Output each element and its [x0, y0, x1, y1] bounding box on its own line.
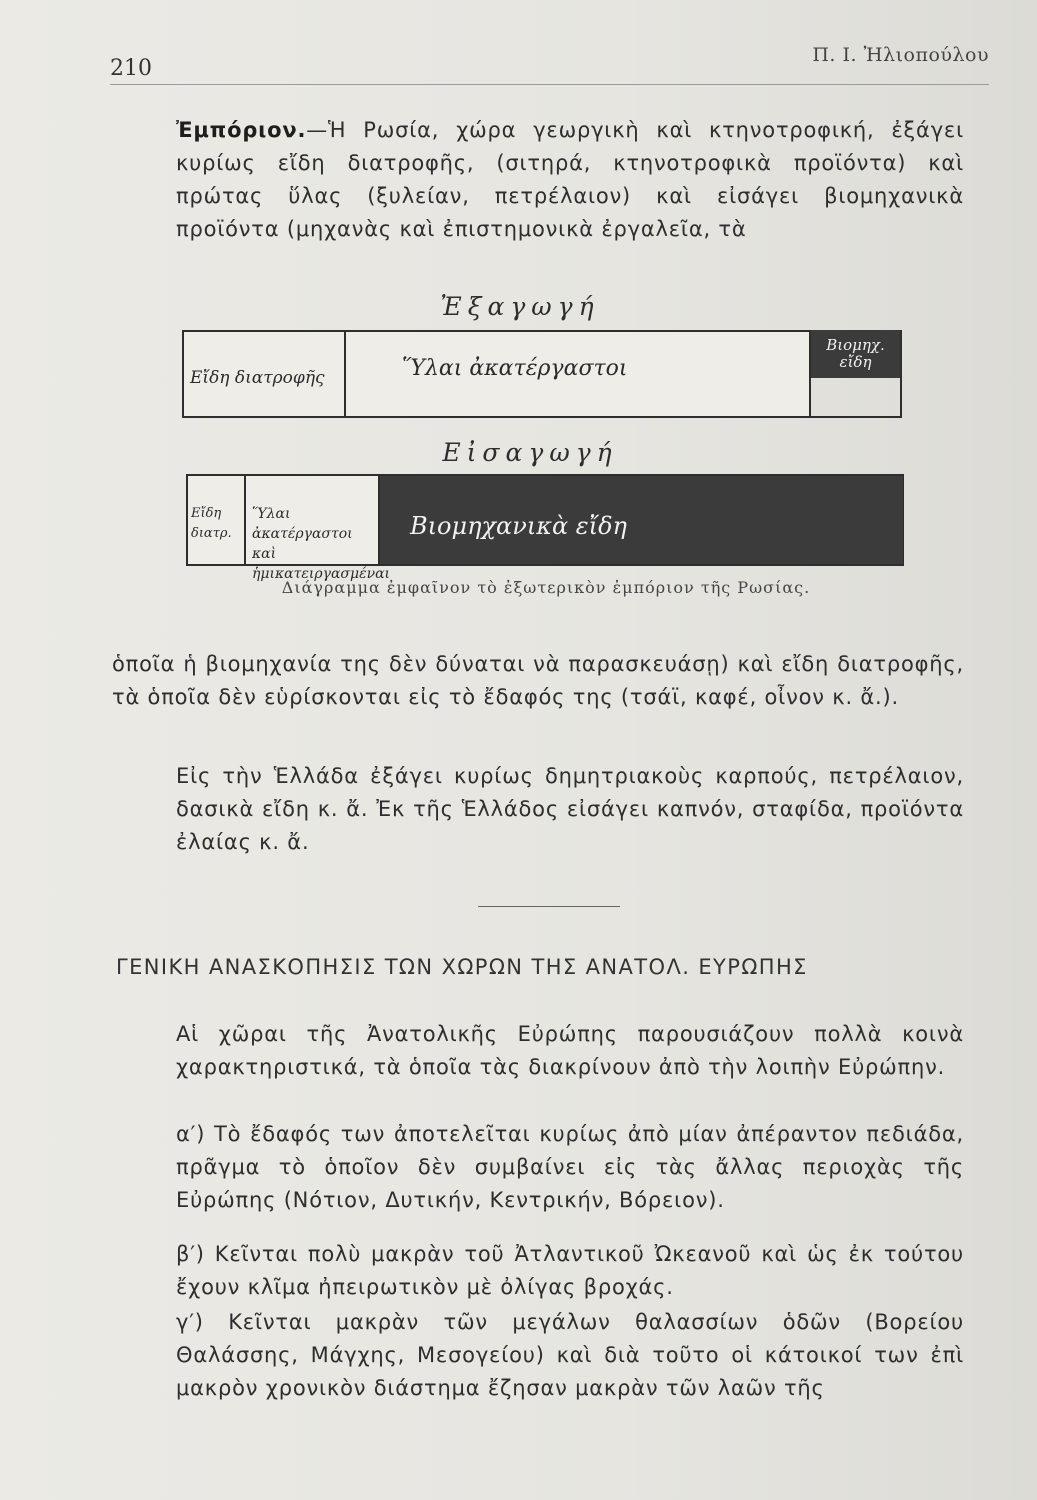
- section-divider: [478, 906, 620, 907]
- body-paragraph-1-text: ὁποῖα ἡ βιομηχανία της δὲν δύναται νὰ παρασκευάσῃ) καὶ εἴδη διατροφῆς, τὰ ὁποῖα δὲν εὑρίσκονται εἰς τὸ ἔδαφός της (τσάϊ, καφέ, οἶνον κ. ἄ.).: [112, 652, 964, 709]
- body-paragraph-1: [112, 648, 964, 714]
- import-bar: [186, 474, 904, 582]
- export-title: Ἐξαγωγή: [440, 292, 600, 321]
- export-segment-food-label: Εἴδη διατροφῆς: [190, 368, 325, 388]
- section-paragraph-4-text: γ′) Κεῖνται μακρὰν τῶν μεγάλων θαλασσίων ὁδῶν (Βορείου Θαλάσσης, Μάγχης, Μεσογείου) καὶ διὰ τοῦτο οἱ κάτοικοί των ἐπὶ μακρὸν χρονικὸν διάστημα ἔζησαν μακρὰν τῶν λαῶν τῆς: [176, 1310, 964, 1400]
- import-segment-food-label-1: Εἴδη: [191, 506, 222, 521]
- import-segment-food-label-2: διατρ.: [191, 526, 232, 541]
- import-segment-raw-semi-label-2: καὶ ἡμικατειργασμέναι: [252, 546, 391, 582]
- import-segment-food: [188, 476, 246, 564]
- intro-text: —Ἡ Ρωσία, χώρα γεωργικὴ καὶ κτηνοτροφική, ἐξάγει κυρίως εἴδη διατροφῆς, (σιτηρά, κτηνοτροφικὰ προϊόντα) καὶ πρώτας ὕλας (ξυλείαν, πετρέλαιον) καὶ εἰσάγει βιομηχανικὰ προϊόντα (μηχανὰς καὶ ἐπιστημονικὰ ἐργαλεῖα, τὰ: [176, 118, 964, 241]
- lead-word: Ἐμπόριον.: [176, 118, 307, 142]
- export-segment-raw-materials: [346, 332, 811, 416]
- running-head: Π. Ι. Ἠλιοπούλου: [812, 44, 989, 66]
- body-paragraph-2: [112, 760, 964, 859]
- import-segment-raw-semi: [246, 476, 391, 582]
- import-segment-industrial: [380, 476, 903, 564]
- import-segment-industrial-label: Βιομηχανικὰ εἴδη: [410, 512, 627, 540]
- header-rule: [110, 84, 989, 85]
- export-bar: [182, 330, 902, 418]
- import-title: Εἰσαγωγή: [442, 438, 618, 467]
- section-paragraph-2: [112, 1118, 964, 1217]
- diagram-caption: Διάγραμμα ἐμφαῖνον τὸ ἐξωτερικὸν ἐμπόριον τῆς Ρωσίας.: [281, 578, 811, 597]
- export-segment-industrial-label-1: Βιομηχ.: [826, 336, 885, 354]
- section-paragraph-1-text: Αἱ χῶραι τῆς Ἀνατολικῆς Εὐρώπης παρουσιάζουν πολλὰ κοινὰ χαρακτηριστικά, τὰ ὁποῖα τὰς διακρίνουν ἀπὸ τὴν λοιπὴν Εὐρώπην.: [176, 1022, 964, 1079]
- export-segment-raw-materials-label: Ὕλαι ἀκατέργαστοι: [402, 356, 628, 381]
- section-paragraph-3: [112, 1238, 964, 1304]
- import-segment-raw-semi-label-1: Ὕλαι ἀκατέργαστοι: [252, 506, 353, 542]
- section-paragraph-2-text: α′) Τὸ ἔδαφός των ἀποτελεῖται κυρίως ἀπὸ μίαν ἀπέραντον πεδιάδα, πρᾶγμα τὸ ὁποῖον δὲν συμβαίνει εἰς τὰς ἄλλας περιοχὰς τῆς Εὐρώπης (Νότιον, Δυτικήν, Κεντρικήν, Βόρειον).: [176, 1122, 964, 1212]
- section-paragraph-4: [112, 1306, 964, 1405]
- intro-paragraph: [112, 114, 964, 246]
- section-heading: ΓΕΝΙΚΗ ΑΝΑΣΚΟΠΗΣΙΣ ΤΩΝ ΧΩΡΩΝ ΤΗΣ ΑΝΑΤΟΛ. ΕΥΡΩΠΗΣ: [116, 955, 808, 979]
- export-segment-industrial: [811, 330, 900, 378]
- export-segment-food: [184, 332, 346, 416]
- page-number: 210: [110, 56, 152, 81]
- export-segment-industrial-label-2: εἴδη: [839, 353, 872, 371]
- body-paragraph-2-text: Εἰς τὴν Ἑλλάδα ἐξάγει κυρίως δημητριακοὺς καρπούς, πετρέλαιον, δασικὰ εἴδη κ. ἄ. Ἐκ τῆς Ἑλλάδος εἰσάγει καπνόν, σταφίδα, προϊόντα ἐλαίας κ. ἄ.: [176, 764, 964, 854]
- section-paragraph-3-text: β′) Κεῖνται πολὺ μακρὰν τοῦ Ἀτλαντικοῦ Ὠκεανοῦ καὶ ὡς ἐκ τούτου ἔχουν κλῖμα ἠπειρωτικὸν μὲ ὀλίγας βροχάς.: [176, 1242, 964, 1299]
- section-paragraph-1: [112, 1018, 964, 1084]
